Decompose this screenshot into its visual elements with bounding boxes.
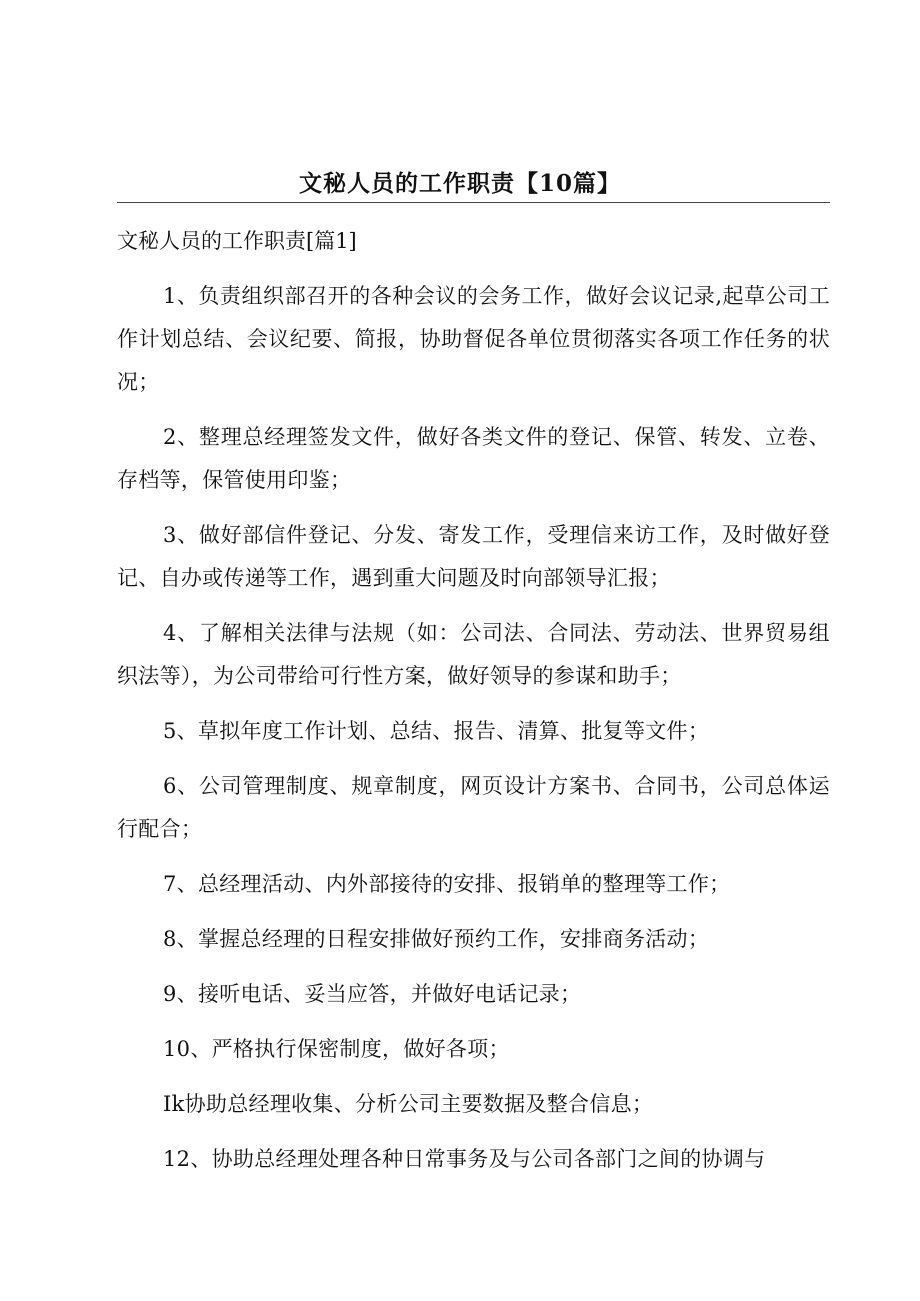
paragraph-item-12: 12、协助总经理处理各种日常事务及与公司各部门之间的协调与 [163, 1147, 766, 1171]
paragraph-item-2: 2、整理总经理签发文件，做好各类文件的登记、保管、转发、立卷、存档等，保管使用印鉴； [117, 425, 830, 492]
title-divider [117, 202, 830, 203]
paragraph-item-10: 10、严格执行保密制度，做好各项； [163, 1037, 510, 1061]
paragraph-item-9: 9、接听电话、妥当应答，并做好电话记录； [163, 982, 582, 1006]
paragraph-item-7: 7、总经理活动、内外部接待的安排、报销单的整理等工作； [163, 872, 731, 896]
paragraph-item-6: 6、公司管理制度、规章制度，网页设计方案书、合同书，公司总体运行配合； [117, 774, 830, 841]
document-title: 文秘人员的工作职责【10篇】 [298, 170, 621, 197]
paragraph-item-3: 3、做好部信件登记、分发、寄发工作，受理信来访工作，及时做好登记、自办或传递等工作，遇到重大问题及时向部领导汇报； [117, 523, 830, 590]
paragraph-item-5: 5、草拟年度工作计划、总结、报告、清算、批复等文件； [163, 719, 710, 743]
paragraph-item-4: 4、了解相关法律与法规（如：公司法、合同法、劳动法、世界贸易组织法等），为公司带给可行性方案，做好领导的参谋和助手； [117, 621, 830, 688]
paragraph-item-8: 8、掌握总经理的日程安排做好预约工作，安排商务活动； [163, 927, 710, 951]
paragraph-item-1: 1、负责组织部召开的各种会议的会务工作，做好会议记录,起草公司工作计划总结、会议纪要、简报，协助督促各单位贯彻落实各项工作任务的状况； [117, 284, 830, 394]
document-body [117, 275, 830, 1193]
section-heading: 文秘人员的工作职责[篇1] [117, 229, 357, 253]
paragraph-item-11: Ik协助总经理收集、分析公司主要数据及整合信息； [163, 1092, 654, 1116]
